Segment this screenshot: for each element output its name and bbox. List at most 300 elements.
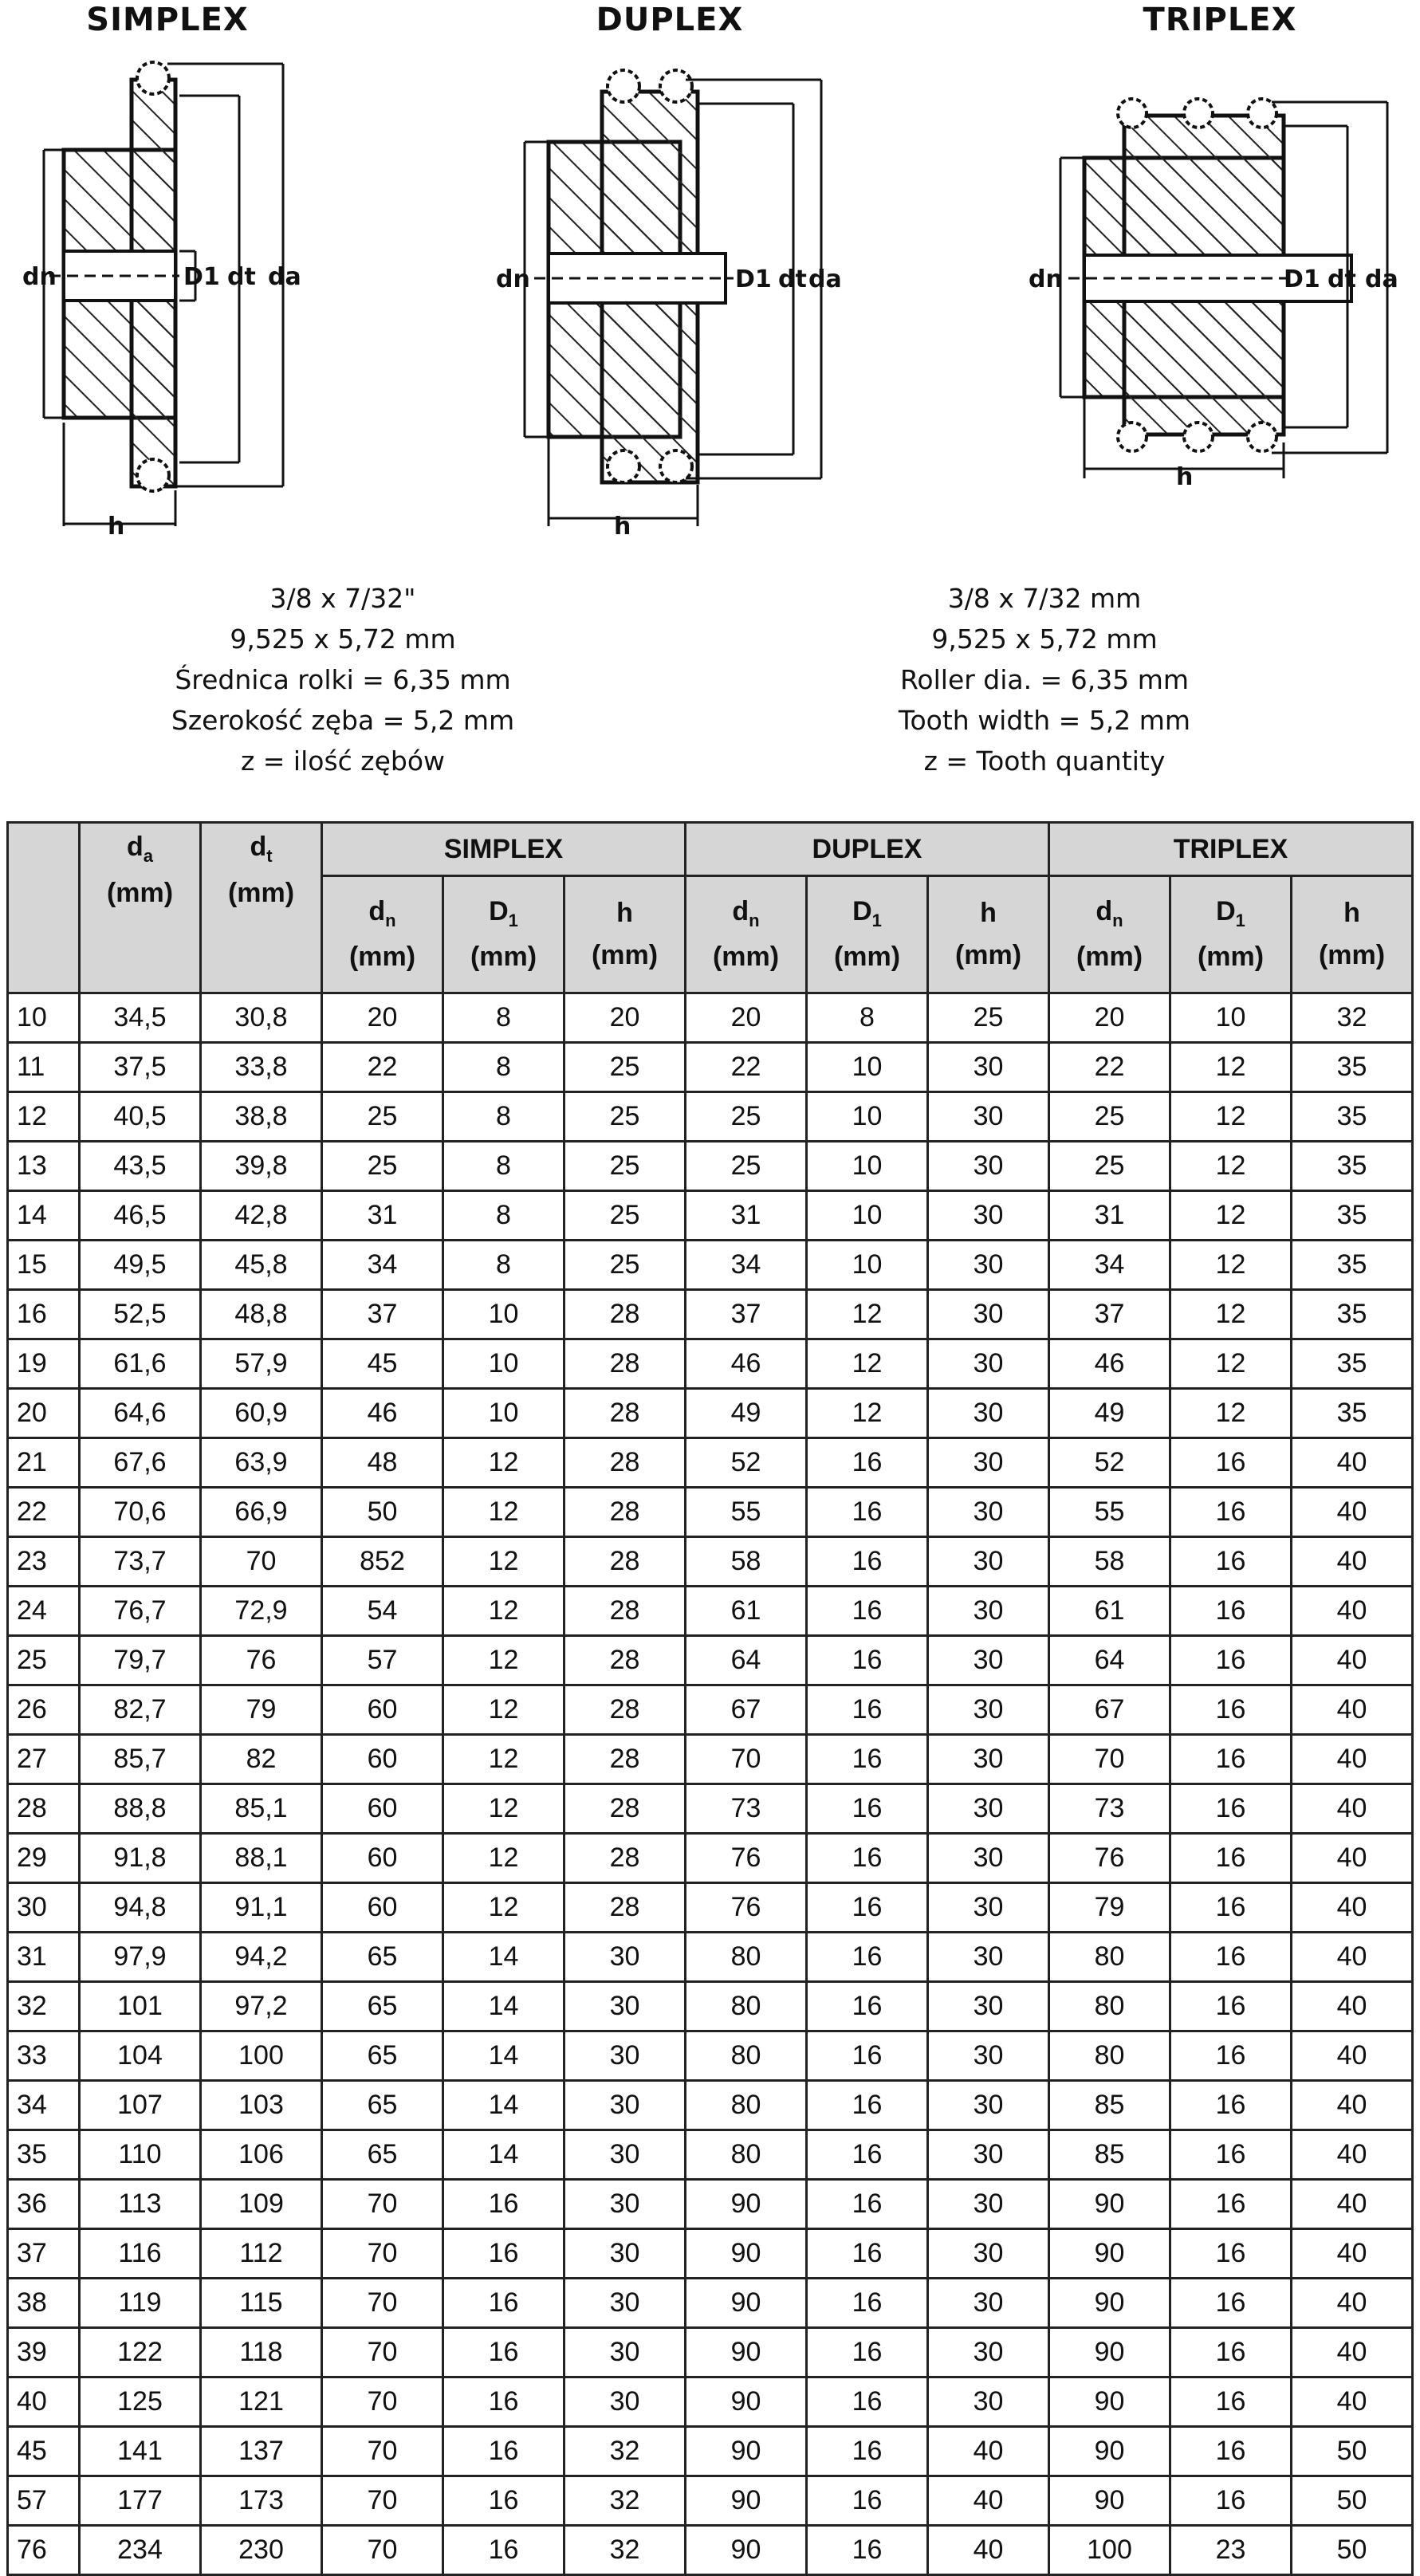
- cell-simplex-h: 28: [564, 1488, 686, 1537]
- cell-da: 97,9: [80, 1933, 201, 1982]
- table-row: [8, 1142, 1413, 1191]
- cell-z: 27: [8, 1735, 80, 1784]
- cell-triplex-D1: 16: [1170, 2427, 1292, 2476]
- cell-triplex-h: 32: [1292, 993, 1413, 1043]
- triplex-label-h: h: [1176, 463, 1194, 491]
- triplex-label-D1: D1: [1284, 265, 1320, 293]
- cell-simplex-h: 30: [564, 2377, 686, 2427]
- cell-da: 40,5: [80, 1092, 201, 1142]
- cell-dt: 30,8: [201, 993, 322, 1043]
- cell-triplex-D1: 16: [1170, 1784, 1292, 1834]
- cell-simplex-h: 28: [564, 1587, 686, 1636]
- cell-z: 38: [8, 2279, 80, 2328]
- cell-z: 34: [8, 2081, 80, 2130]
- cell-simplex-h: 30: [564, 2031, 686, 2081]
- cell-triplex-h: 50: [1292, 2526, 1413, 2575]
- simplex-label-dn: dn: [22, 263, 57, 291]
- table-row: [8, 2279, 1413, 2328]
- table-row: [8, 2476, 1413, 2526]
- cell-simplex-dn: 70: [322, 2328, 443, 2377]
- cell-da: 64,6: [80, 1389, 201, 1438]
- cell-da: 67,6: [80, 1438, 201, 1488]
- cell-simplex-D1: 14: [443, 2031, 564, 2081]
- cell-duplex-h: 30: [928, 1735, 1049, 1784]
- cell-duplex-D1: 16: [807, 1587, 928, 1636]
- cell-duplex-h: 30: [928, 1438, 1049, 1488]
- triplex-label-dt: dt: [1328, 265, 1356, 293]
- cell-triplex-D1: 16: [1170, 2476, 1292, 2526]
- simplex-D1-header: $D_1$ (mm): [443, 876, 564, 993]
- cell-duplex-h: 30: [928, 2229, 1049, 2279]
- table-row: [8, 2180, 1413, 2229]
- cell-duplex-h: 30: [928, 1587, 1049, 1636]
- cell-da: 122: [80, 2328, 201, 2377]
- cell-simplex-h: 25: [564, 1241, 686, 1290]
- cell-simplex-dn: 25: [322, 1092, 443, 1142]
- cell-da: 94,8: [80, 1883, 201, 1933]
- table-row: [8, 1043, 1413, 1092]
- cell-dt: 118: [201, 2328, 322, 2377]
- cell-duplex-h: 30: [928, 2130, 1049, 2180]
- cell-duplex-h: 30: [928, 1784, 1049, 1834]
- cell-simplex-dn: 70: [322, 2427, 443, 2476]
- cell-triplex-D1: 16: [1170, 1933, 1292, 1982]
- simplex-label-D1: D1: [183, 263, 220, 291]
- cell-simplex-D1: 16: [443, 2476, 564, 2526]
- cell-duplex-dn: 90: [686, 2427, 807, 2476]
- table-row: [8, 1488, 1413, 1537]
- cell-da: 85,7: [80, 1735, 201, 1784]
- cell-triplex-dn: 64: [1049, 1636, 1170, 1685]
- spec-line: 3/8 x 7/32": [269, 583, 416, 614]
- cell-simplex-h: 30: [564, 2279, 686, 2328]
- spec-block-english: [805, 578, 1284, 781]
- cell-duplex-h: 30: [928, 1685, 1049, 1735]
- cell-dt: 94,2: [201, 1933, 322, 1982]
- da-column-header: $d_a$ (mm): [80, 823, 201, 993]
- table-row: [8, 1784, 1413, 1834]
- cell-triplex-D1: 16: [1170, 2130, 1292, 2180]
- table-row: [8, 1587, 1413, 1636]
- cell-triplex-D1: 12: [1170, 1241, 1292, 1290]
- cell-simplex-h: 28: [564, 1735, 686, 1784]
- cell-simplex-dn: 70: [322, 2229, 443, 2279]
- cell-triplex-D1: 12: [1170, 1290, 1292, 1339]
- cell-triplex-h: 50: [1292, 2427, 1413, 2476]
- cell-dt: 173: [201, 2476, 322, 2526]
- cell-triplex-h: 35: [1292, 1092, 1413, 1142]
- cell-triplex-h: 40: [1292, 1537, 1413, 1587]
- cell-duplex-dn: 58: [686, 1537, 807, 1587]
- cell-simplex-D1: 16: [443, 2279, 564, 2328]
- cell-simplex-h: 28: [564, 1784, 686, 1834]
- cell-duplex-h: 30: [928, 1537, 1049, 1587]
- cell-simplex-D1: 16: [443, 2377, 564, 2427]
- dt-column-header: $d_t$ (mm): [201, 823, 322, 993]
- cell-duplex-D1: 10: [807, 1191, 928, 1241]
- cell-z: 11: [8, 1043, 80, 1092]
- cell-simplex-dn: 34: [322, 1241, 443, 1290]
- cell-duplex-dn: 80: [686, 2081, 807, 2130]
- cell-duplex-dn: 67: [686, 1685, 807, 1735]
- cell-triplex-h: 35: [1292, 1290, 1413, 1339]
- cell-duplex-D1: 16: [807, 2130, 928, 2180]
- cell-triplex-dn: 80: [1049, 1933, 1170, 1982]
- cell-dt: 48,8: [201, 1290, 322, 1339]
- table-row: [8, 2130, 1413, 2180]
- cell-triplex-dn: 25: [1049, 1092, 1170, 1142]
- cell-duplex-D1: 16: [807, 1537, 928, 1587]
- cell-simplex-h: 30: [564, 1933, 686, 1982]
- cell-triplex-D1: 23: [1170, 2526, 1292, 2575]
- cell-triplex-D1: 12: [1170, 1191, 1292, 1241]
- cell-triplex-dn: 58: [1049, 1537, 1170, 1587]
- cell-triplex-D1: 12: [1170, 1043, 1292, 1092]
- cell-z: 29: [8, 1834, 80, 1883]
- cell-simplex-dn: 60: [322, 1735, 443, 1784]
- cell-dt: 72,9: [201, 1587, 322, 1636]
- cell-triplex-dn: 52: [1049, 1438, 1170, 1488]
- simplex-title: SIMPLEX: [86, 2, 249, 38]
- table-row: [8, 1933, 1413, 1982]
- cell-simplex-D1: 12: [443, 1685, 564, 1735]
- cell-triplex-D1: 16: [1170, 1537, 1292, 1587]
- cell-dt: 63,9: [201, 1438, 322, 1488]
- cell-duplex-dn: 90: [686, 2377, 807, 2427]
- cell-simplex-h: 30: [564, 2130, 686, 2180]
- cell-simplex-h: 28: [564, 1339, 686, 1389]
- cell-triplex-D1: 16: [1170, 2229, 1292, 2279]
- cell-dt: 91,1: [201, 1883, 322, 1933]
- table-row: [8, 1389, 1413, 1438]
- cell-triplex-dn: 76: [1049, 1834, 1170, 1883]
- cell-duplex-h: 30: [928, 1834, 1049, 1883]
- cell-simplex-D1: 16: [443, 2180, 564, 2229]
- cell-duplex-D1: 10: [807, 1142, 928, 1191]
- cell-duplex-D1: 16: [807, 2279, 928, 2328]
- cell-dt: 100: [201, 2031, 322, 2081]
- cell-duplex-h: 30: [928, 1982, 1049, 2031]
- cell-dt: 33,8: [201, 1043, 322, 1092]
- cell-duplex-dn: 61: [686, 1587, 807, 1636]
- duplex-D1-header: $D_1$ (mm): [807, 876, 928, 993]
- cell-da: 61,6: [80, 1339, 201, 1389]
- cell-simplex-dn: 65: [322, 2130, 443, 2180]
- cell-triplex-h: 35: [1292, 1389, 1413, 1438]
- cell-duplex-dn: 55: [686, 1488, 807, 1537]
- cell-triplex-D1: 16: [1170, 2081, 1292, 2130]
- cell-simplex-D1: 12: [443, 1537, 564, 1587]
- cell-duplex-h: 40: [928, 2476, 1049, 2526]
- cell-triplex-D1: 16: [1170, 1438, 1292, 1488]
- cell-z: 40: [8, 2377, 80, 2427]
- simplex-sprocket-diagram: [0, 48, 335, 542]
- cell-da: 34,5: [80, 993, 201, 1043]
- cell-triplex-D1: 12: [1170, 1142, 1292, 1191]
- duplex-dn-header: $d_n$ (mm): [686, 876, 807, 993]
- cell-da: 37,5: [80, 1043, 201, 1092]
- cell-da: 116: [80, 2229, 201, 2279]
- cell-dt: 97,2: [201, 1982, 322, 2031]
- cell-dt: 112: [201, 2229, 322, 2279]
- table-row: [8, 2377, 1413, 2427]
- cell-triplex-h: 40: [1292, 1883, 1413, 1933]
- cell-triplex-h: 40: [1292, 1488, 1413, 1537]
- cell-triplex-dn: 37: [1049, 1290, 1170, 1339]
- cell-z: 35: [8, 2130, 80, 2180]
- cell-triplex-h: 40: [1292, 1587, 1413, 1636]
- cell-duplex-dn: 25: [686, 1142, 807, 1191]
- cell-z: 12: [8, 1092, 80, 1142]
- cell-triplex-dn: 90: [1049, 2180, 1170, 2229]
- cell-simplex-dn: 852: [322, 1537, 443, 1587]
- cell-simplex-h: 32: [564, 2526, 686, 2575]
- cell-z: 32: [8, 1982, 80, 2031]
- cell-triplex-h: 40: [1292, 1438, 1413, 1488]
- cell-triplex-dn: 73: [1049, 1784, 1170, 1834]
- cell-duplex-D1: 16: [807, 1685, 928, 1735]
- table-row: [8, 993, 1413, 1043]
- cell-duplex-D1: 16: [807, 2081, 928, 2130]
- cell-simplex-D1: 10: [443, 1290, 564, 1339]
- cell-simplex-h: 32: [564, 2476, 686, 2526]
- cell-duplex-h: 30: [928, 1290, 1049, 1339]
- cell-duplex-D1: 16: [807, 2476, 928, 2526]
- cell-duplex-dn: 49: [686, 1389, 807, 1438]
- cell-dt: 66,9: [201, 1488, 322, 1537]
- cell-duplex-dn: 90: [686, 2279, 807, 2328]
- cell-simplex-h: 20: [564, 993, 686, 1043]
- cell-simplex-h: 30: [564, 2328, 686, 2377]
- cell-dt: 115: [201, 2279, 322, 2328]
- cell-duplex-h: 30: [928, 1142, 1049, 1191]
- table-row: [8, 1438, 1413, 1488]
- cell-duplex-dn: 25: [686, 1092, 807, 1142]
- cell-da: 113: [80, 2180, 201, 2229]
- table-row: [8, 2229, 1413, 2279]
- cell-z: 21: [8, 1438, 80, 1488]
- duplex-label-D1: D1: [735, 265, 772, 293]
- cell-duplex-dn: 80: [686, 1982, 807, 2031]
- cell-triplex-dn: 55: [1049, 1488, 1170, 1537]
- cell-duplex-D1: 16: [807, 2427, 928, 2476]
- cell-duplex-h: 30: [928, 1389, 1049, 1438]
- cell-da: 110: [80, 2130, 201, 2180]
- cell-duplex-dn: 90: [686, 2180, 807, 2229]
- cell-simplex-h: 32: [564, 2427, 686, 2476]
- cell-simplex-D1: 16: [443, 2526, 564, 2575]
- cell-duplex-h: 30: [928, 1191, 1049, 1241]
- triplex-D1-header: $D_1$ (mm): [1170, 876, 1292, 993]
- cell-triplex-D1: 16: [1170, 2377, 1292, 2427]
- cell-triplex-dn: 46: [1049, 1339, 1170, 1389]
- cell-simplex-dn: 48: [322, 1438, 443, 1488]
- triplex-sprocket-diagram: [1021, 72, 1403, 518]
- cell-z: 20: [8, 1389, 80, 1438]
- cell-simplex-dn: 60: [322, 1685, 443, 1735]
- duplex-group-header: DUPLEX: [686, 823, 1049, 876]
- table-row: [8, 1685, 1413, 1735]
- cell-z: 15: [8, 1241, 80, 1290]
- cell-da: 107: [80, 2081, 201, 2130]
- cell-triplex-dn: 79: [1049, 1883, 1170, 1933]
- simplex-label-da: da: [268, 263, 301, 291]
- cell-duplex-h: 30: [928, 1933, 1049, 1982]
- cell-z: 36: [8, 2180, 80, 2229]
- cell-simplex-dn: 60: [322, 1784, 443, 1834]
- cell-simplex-h: 28: [564, 1883, 686, 1933]
- cell-triplex-dn: 90: [1049, 2476, 1170, 2526]
- cell-simplex-D1: 14: [443, 1933, 564, 1982]
- cell-triplex-dn: 90: [1049, 2229, 1170, 2279]
- cell-simplex-h: 28: [564, 1537, 686, 1587]
- cell-simplex-D1: 8: [443, 1191, 564, 1241]
- cell-z: 24: [8, 1587, 80, 1636]
- cell-triplex-dn: 34: [1049, 1241, 1170, 1290]
- cell-triplex-h: 35: [1292, 1043, 1413, 1092]
- cell-triplex-dn: 90: [1049, 2279, 1170, 2328]
- cell-duplex-h: 40: [928, 2427, 1049, 2476]
- cell-triplex-dn: 80: [1049, 2031, 1170, 2081]
- cell-z: 13: [8, 1142, 80, 1191]
- triplex-h-header: h (mm): [1292, 876, 1413, 993]
- cell-simplex-dn: 60: [322, 1883, 443, 1933]
- table-row: [8, 1290, 1413, 1339]
- cell-z: 28: [8, 1784, 80, 1834]
- table-row: [8, 2328, 1413, 2377]
- cell-triplex-D1: 16: [1170, 1685, 1292, 1735]
- triplex-group-header: TRIPLEX: [1049, 823, 1413, 876]
- cell-z: 57: [8, 2476, 80, 2526]
- cell-triplex-h: 50: [1292, 2476, 1413, 2526]
- cell-triplex-h: 40: [1292, 1636, 1413, 1685]
- cell-duplex-dn: 80: [686, 1933, 807, 1982]
- cell-simplex-D1: 12: [443, 1784, 564, 1834]
- simplex-dn-header: $d_n$ (mm): [322, 876, 443, 993]
- cell-duplex-D1: 16: [807, 1933, 928, 1982]
- duplex-sprocket-diagram: [486, 48, 901, 542]
- spec-line: 9,525 x 5,72 mm: [230, 623, 456, 655]
- cell-duplex-D1: 16: [807, 1735, 928, 1784]
- cell-duplex-dn: 22: [686, 1043, 807, 1092]
- table-row: [8, 2081, 1413, 2130]
- cell-triplex-h: 40: [1292, 2279, 1413, 2328]
- cell-duplex-dn: 73: [686, 1784, 807, 1834]
- cell-triplex-h: 40: [1292, 2180, 1413, 2229]
- cell-triplex-D1: 12: [1170, 1092, 1292, 1142]
- cell-triplex-D1: 16: [1170, 1834, 1292, 1883]
- cell-duplex-h: 30: [928, 1339, 1049, 1389]
- sprocket-dimensions-table: [6, 821, 1414, 2576]
- cell-z: 16: [8, 1290, 80, 1339]
- cell-simplex-D1: 8: [443, 1043, 564, 1092]
- triplex-title: TRIPLEX: [1143, 2, 1297, 38]
- cell-dt: 70: [201, 1537, 322, 1587]
- cell-simplex-dn: 70: [322, 2279, 443, 2328]
- cell-duplex-dn: 46: [686, 1339, 807, 1389]
- cell-simplex-h: 30: [564, 2180, 686, 2229]
- table-row: [8, 2031, 1413, 2081]
- spec-line: Roller dia. = 6,35 mm: [899, 664, 1190, 695]
- cell-simplex-D1: 8: [443, 1142, 564, 1191]
- cell-duplex-h: 30: [928, 2180, 1049, 2229]
- cell-triplex-dn: 80: [1049, 1982, 1170, 2031]
- cell-dt: 106: [201, 2130, 322, 2180]
- cell-simplex-D1: 10: [443, 1389, 564, 1438]
- cell-z: 37: [8, 2229, 80, 2279]
- cell-triplex-dn: 90: [1049, 2377, 1170, 2427]
- simplex-label-h: h: [108, 513, 125, 541]
- table-row: [8, 2427, 1413, 2476]
- cell-duplex-h: 30: [928, 1883, 1049, 1933]
- duplex-h-header: h (mm): [928, 876, 1049, 993]
- cell-da: 119: [80, 2279, 201, 2328]
- cell-duplex-D1: 16: [807, 1488, 928, 1537]
- cell-duplex-D1: 16: [807, 1883, 928, 1933]
- duplex-title: DUPLEX: [596, 2, 744, 38]
- cell-dt: 82: [201, 1735, 322, 1784]
- cell-triplex-D1: 16: [1170, 1982, 1292, 2031]
- cell-triplex-D1: 12: [1170, 1339, 1292, 1389]
- cell-simplex-dn: 65: [322, 2081, 443, 2130]
- cell-triplex-h: 35: [1292, 1339, 1413, 1389]
- cell-duplex-D1: 16: [807, 2526, 928, 2575]
- cell-duplex-D1: 12: [807, 1290, 928, 1339]
- cell-duplex-h: 40: [928, 2526, 1049, 2575]
- simplex-h-header: h (mm): [564, 876, 686, 993]
- cell-duplex-D1: 16: [807, 1438, 928, 1488]
- cell-dt: 121: [201, 2377, 322, 2427]
- cell-triplex-h: 40: [1292, 2031, 1413, 2081]
- simplex-group-header: SIMPLEX: [322, 823, 686, 876]
- cell-duplex-dn: 52: [686, 1438, 807, 1488]
- cell-triplex-dn: 85: [1049, 2081, 1170, 2130]
- spec-line: Tooth width = 5,2 mm: [898, 705, 1191, 736]
- cell-triplex-h: 40: [1292, 1982, 1413, 2031]
- cell-simplex-dn: 54: [322, 1587, 443, 1636]
- table-row: [8, 1735, 1413, 1784]
- table-row: [8, 1191, 1413, 1241]
- cell-simplex-h: 30: [564, 2229, 686, 2279]
- cell-triplex-dn: 25: [1049, 1142, 1170, 1191]
- cell-simplex-D1: 8: [443, 1241, 564, 1290]
- cell-z: 26: [8, 1685, 80, 1735]
- cell-simplex-h: 30: [564, 1982, 686, 2031]
- table-row: [8, 1339, 1413, 1389]
- cell-da: 104: [80, 2031, 201, 2081]
- cell-triplex-D1: 10: [1170, 993, 1292, 1043]
- table-row: [8, 1092, 1413, 1142]
- cell-simplex-h: 25: [564, 1092, 686, 1142]
- cell-dt: 38,8: [201, 1092, 322, 1142]
- cell-dt: 230: [201, 2526, 322, 2575]
- cell-z: 76: [8, 2526, 80, 2575]
- cell-simplex-h: 28: [564, 1834, 686, 1883]
- cell-duplex-dn: 31: [686, 1191, 807, 1241]
- cell-simplex-D1: 12: [443, 1438, 564, 1488]
- cell-triplex-h: 40: [1292, 1685, 1413, 1735]
- spec-line: z = Tooth quantity: [923, 745, 1166, 777]
- cell-da: 82,7: [80, 1685, 201, 1735]
- cell-simplex-dn: 46: [322, 1389, 443, 1438]
- cell-da: 43,5: [80, 1142, 201, 1191]
- triplex-label-dn: dn: [1029, 265, 1063, 293]
- cell-simplex-D1: 16: [443, 2229, 564, 2279]
- cell-z: 31: [8, 1933, 80, 1982]
- cell-da: 101: [80, 1982, 201, 2031]
- cell-simplex-h: 28: [564, 1636, 686, 1685]
- cell-da: 125: [80, 2377, 201, 2427]
